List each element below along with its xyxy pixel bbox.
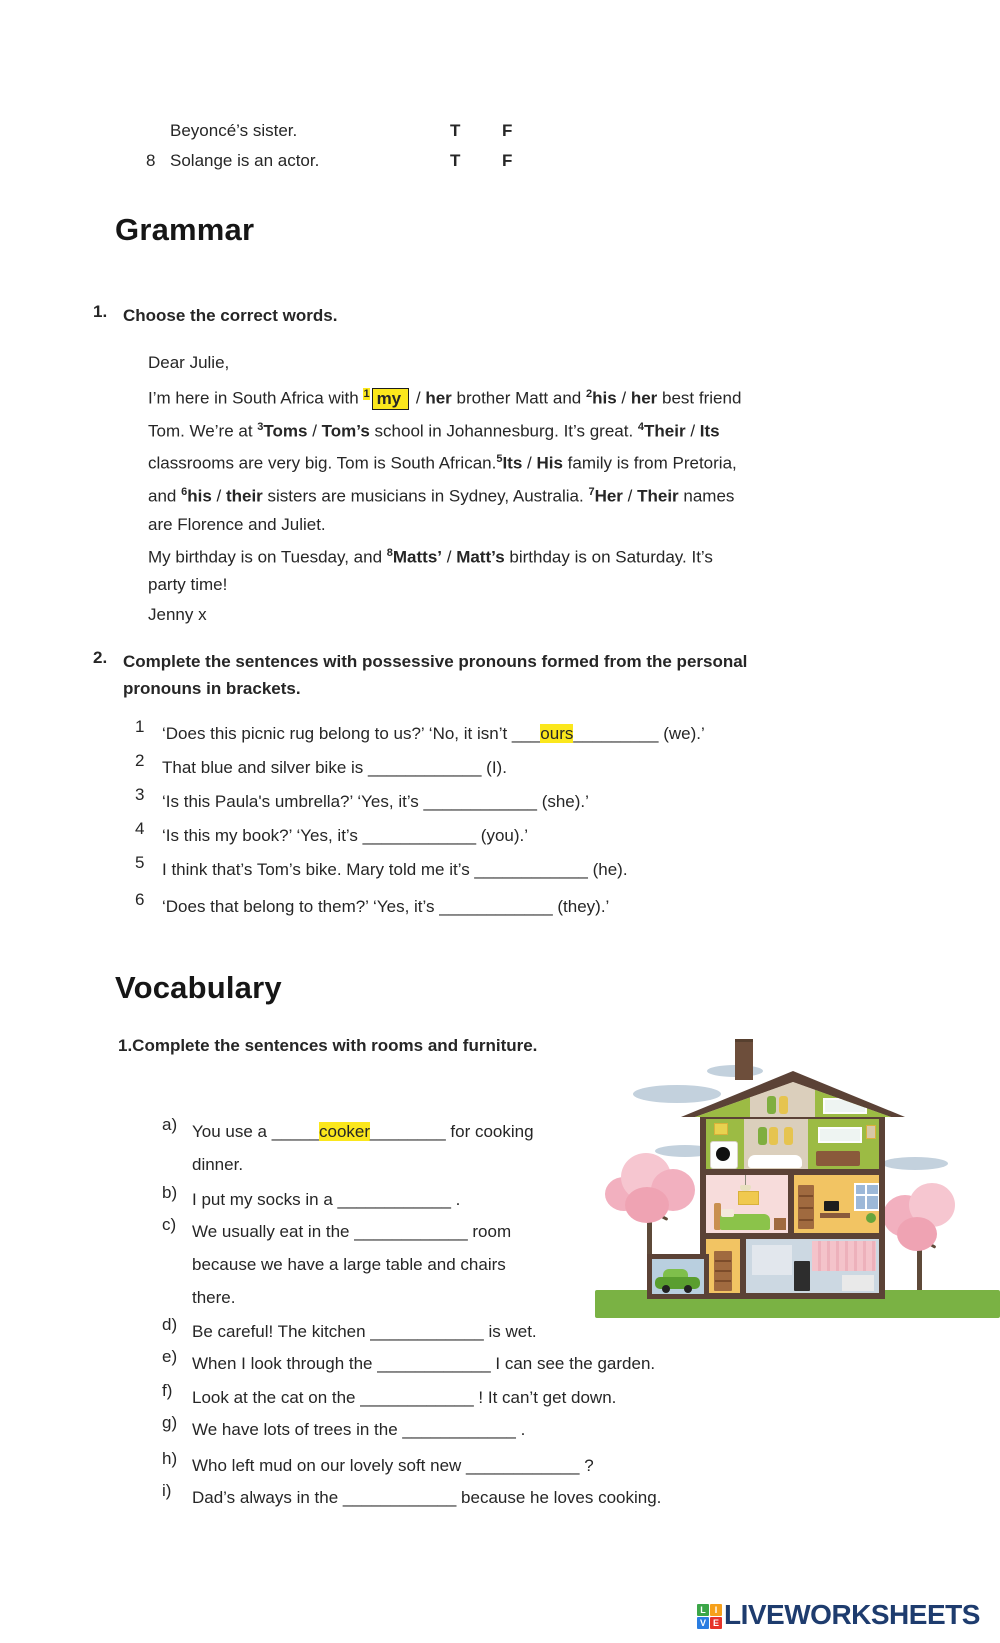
text-line — [148, 413, 818, 446]
pendant-lamp — [745, 1175, 746, 1185]
pillow — [721, 1209, 734, 1217]
text-line — [192, 1381, 616, 1414]
text-segment: ‘Does that belong to them?’ ‘Yes, it’s ____________ (they).’ — [162, 897, 610, 916]
mirror — [818, 1127, 862, 1143]
choice-number: 2 — [585, 388, 593, 400]
towel — [758, 1127, 767, 1145]
text-segment: ________ for cooking — [370, 1122, 534, 1141]
text-segment: / — [442, 547, 457, 567]
choice-word[interactable]: his — [187, 486, 212, 506]
text-line — [148, 445, 818, 478]
true-false-row — [146, 151, 566, 173]
item-text — [192, 1381, 616, 1414]
statement-text: Solange is an actor. — [170, 151, 320, 170]
choice-word[interactable]: Matt’s — [456, 547, 505, 567]
choice-number: 1 — [363, 388, 370, 400]
wall-picture — [714, 1123, 728, 1135]
nightstand — [774, 1218, 786, 1230]
text-segment: That blue and silver bike is ____________ (I). — [162, 758, 507, 777]
attic-interior — [695, 1082, 891, 1117]
wall-chart — [752, 1245, 792, 1275]
text-segment: and — [148, 486, 182, 506]
answer-highlight[interactable]: ours — [540, 724, 574, 743]
choice-number: 4 — [637, 420, 645, 433]
text-line — [148, 380, 818, 413]
text-segment: best friend — [657, 388, 742, 408]
letter-signature: Jenny x — [148, 605, 207, 625]
cloud — [882, 1157, 948, 1170]
item-text — [162, 853, 628, 886]
logo-square-i: I — [710, 1604, 722, 1616]
item-text — [192, 1449, 594, 1482]
item-text — [192, 1215, 511, 1314]
choice-word[interactable]: his — [592, 388, 617, 408]
house-frame — [700, 1113, 885, 1299]
item-number: 8 — [146, 151, 156, 170]
logo-square-e: E — [710, 1617, 722, 1629]
tv-screen — [824, 1201, 839, 1211]
text-segment: Be careful! The kitchen ____________ is wet. — [192, 1322, 537, 1341]
bookshelf — [798, 1185, 814, 1229]
text-line — [162, 819, 528, 852]
text-segment: We usually eat in the ____________ room — [192, 1222, 512, 1241]
shelf-line — [799, 1207, 813, 1209]
item-text — [162, 751, 507, 784]
text-segment: school in Johannesburg. It’s great. — [369, 421, 638, 441]
exercise1-instruction: Choose the correct words. — [123, 306, 338, 325]
tree-foliage — [897, 1217, 937, 1251]
chimney — [735, 1039, 753, 1080]
text-line — [162, 785, 589, 818]
choice-word[interactable]: Toms — [263, 421, 308, 441]
choice-word[interactable]: their — [225, 486, 263, 506]
item-label: d) — [162, 1315, 178, 1334]
text-segment: We have lots of trees in the ____________ . — [192, 1420, 526, 1439]
choice-word[interactable]: Her — [594, 486, 623, 506]
text-segment: ‘Does this picnic rug belong to us?’ ‘No, it isn’t ___ — [162, 724, 541, 743]
text-segment: You use a _____ — [192, 1122, 319, 1141]
choice-word[interactable]: Matts’ — [392, 547, 443, 567]
window — [854, 1183, 879, 1211]
text-segment: When I look through the ____________ I can see the garden. — [192, 1354, 656, 1373]
item-label: c) — [162, 1215, 177, 1234]
shelf-line — [715, 1280, 731, 1282]
text-line — [192, 1449, 594, 1482]
text-line — [148, 478, 818, 511]
item-text — [162, 819, 528, 852]
text-segment: / — [616, 388, 631, 408]
towel — [779, 1096, 788, 1114]
choice-word[interactable]: Tom’s — [321, 421, 370, 441]
item-label: g) — [162, 1413, 178, 1432]
washing-machine — [710, 1141, 738, 1169]
text-segment: are Florence and Juliet. — [148, 514, 326, 534]
text-segment: / — [411, 388, 426, 408]
item-text — [192, 1481, 661, 1514]
towel — [784, 1127, 793, 1145]
text-line — [192, 1183, 460, 1216]
text-line — [192, 1315, 537, 1348]
vocabulary-heading: Vocabulary — [115, 970, 282, 1005]
bathroom — [744, 1119, 808, 1169]
letter-paragraph-2 — [148, 539, 818, 600]
liveworksheets-logo-icon — [697, 1604, 722, 1629]
hallway — [706, 1239, 740, 1293]
logo-square-l: L — [697, 1604, 709, 1616]
true-false-row — [146, 121, 566, 143]
car-wheel — [662, 1285, 670, 1293]
text-segment: Dad’s always in the ____________ because he loves cooking. — [192, 1488, 662, 1507]
item-label: i) — [162, 1481, 172, 1500]
fridge — [794, 1261, 810, 1291]
shelf-line — [715, 1260, 731, 1262]
item-label: b) — [162, 1183, 178, 1202]
instruction-line: Complete the sentences with possessive pronouns formed from the personal — [123, 652, 748, 671]
false-option[interactable]: F — [502, 121, 513, 140]
choice-number: 7 — [588, 485, 595, 498]
shelf-line — [799, 1219, 813, 1221]
text-segment: birthday is on Saturday. It’s — [504, 547, 713, 567]
text-segment: family is from Pretoria, — [562, 453, 737, 473]
study-room — [794, 1175, 879, 1233]
pink-curtain — [812, 1241, 876, 1271]
text-line — [162, 751, 507, 784]
mirror — [823, 1098, 867, 1114]
wall-picture — [866, 1125, 876, 1139]
shelf-line — [715, 1270, 731, 1272]
choice-word[interactable]: Its — [699, 421, 720, 441]
washing-machine-door — [716, 1147, 730, 1161]
text-line — [192, 1115, 534, 1148]
text-segment: / — [622, 486, 638, 506]
text-segment: / — [211, 486, 226, 506]
text-segment: / — [522, 453, 537, 473]
text-segment: names — [678, 486, 735, 506]
item-text — [162, 717, 705, 750]
text-segment: Look at the cat on the ____________ ! It can’t get down. — [192, 1388, 617, 1407]
wall-picture — [738, 1191, 759, 1205]
dresser — [816, 1151, 860, 1166]
cloud — [633, 1085, 721, 1103]
liveworksheets-logo-text[interactable]: LIVEWORKSHEETS — [724, 1599, 980, 1630]
bathtub — [748, 1155, 802, 1168]
item-text — [192, 1183, 460, 1216]
choice-number: 8 — [386, 546, 393, 559]
statement-text: Beyoncé’s sister. — [170, 121, 298, 140]
text-segment: I think that’s Tom’s bike. Mary told me it’s ____________ (he). — [162, 860, 628, 879]
text-segment: I put my socks in a ____________ . — [192, 1190, 461, 1209]
text-segment: sisters are musicians in Sydney, Australia. — [262, 486, 589, 506]
text-line — [162, 717, 705, 750]
text-segment: I’m here in South Africa with — [148, 388, 364, 408]
item-text — [192, 1115, 534, 1181]
false-option[interactable]: F — [502, 151, 513, 170]
text-segment: / — [307, 421, 322, 441]
item-text — [162, 785, 589, 818]
choice-number: 5 — [496, 453, 503, 466]
text-segment: classrooms are very big. Tom is South African. — [148, 453, 497, 473]
text-segment: there. — [192, 1288, 236, 1307]
letter — [148, 349, 818, 629]
text-line — [192, 1148, 534, 1181]
exercise2-instruction — [123, 648, 823, 702]
text-segment: ‘Is this Paula's umbrella?’ ‘Yes, it’s ____________ (she).’ — [162, 792, 589, 811]
item-number: 5 — [135, 853, 145, 872]
text-line — [192, 1215, 511, 1248]
text-segment: My birthday is on Tuesday, and — [148, 547, 387, 567]
item-text — [192, 1315, 537, 1348]
item-label: h) — [162, 1449, 178, 1468]
text-line — [192, 1281, 511, 1314]
text-line — [148, 539, 818, 572]
choice-number: 6 — [181, 485, 188, 498]
letter-salutation: Dear Julie, — [148, 353, 230, 372]
garage-interior — [652, 1259, 704, 1294]
text-line — [192, 1347, 655, 1380]
house-illustration — [595, 1035, 1000, 1325]
vocab-instruction: 1.Complete the sentences with rooms and furniture. — [118, 1036, 538, 1055]
text-segment: / — [685, 421, 700, 441]
towel — [767, 1096, 776, 1114]
item-label: f) — [162, 1381, 173, 1400]
text-line — [148, 571, 818, 599]
garage — [647, 1254, 709, 1299]
text-segment: dinner. — [192, 1155, 244, 1174]
desk — [820, 1213, 850, 1218]
text-line — [192, 1481, 661, 1514]
exercise-number: 2. — [93, 648, 108, 667]
plant — [866, 1213, 876, 1223]
logo-square-v: V — [697, 1617, 709, 1629]
text-line — [162, 853, 628, 886]
choice-number: 3 — [257, 420, 264, 433]
item-text — [162, 890, 609, 923]
tree-foliage — [625, 1187, 669, 1223]
item-number: 4 — [135, 819, 145, 838]
text-segment: party time! — [148, 575, 228, 595]
selected-choice[interactable]: my — [372, 388, 410, 410]
choice-word[interactable]: her — [425, 388, 452, 408]
kitchen — [746, 1239, 879, 1293]
choice-word[interactable]: His — [536, 453, 563, 473]
grammar-heading: Grammar — [115, 212, 255, 247]
text-segment: Tom. We’re at — [148, 421, 258, 441]
choice-word[interactable]: Their — [644, 421, 686, 441]
choice-word[interactable]: Their — [637, 486, 679, 506]
bookshelf — [714, 1251, 732, 1291]
text-segment: because we have a large table and chairs — [192, 1255, 506, 1274]
text-line — [192, 1248, 511, 1281]
laundry-room — [706, 1119, 744, 1169]
text-segment: Who left mud on our lovely soft new ____________ ? — [192, 1456, 594, 1475]
counter — [842, 1275, 874, 1291]
item-text — [192, 1347, 655, 1380]
instruction-line: pronouns in brackets. — [123, 679, 301, 698]
bedroom — [706, 1175, 788, 1233]
item-number: 2 — [135, 751, 145, 770]
item-label: a) — [162, 1115, 178, 1134]
true-option[interactable]: T — [450, 121, 461, 140]
text-line — [162, 890, 609, 923]
letter-paragraph-1 — [148, 380, 818, 539]
choice-word[interactable]: Its — [502, 453, 523, 473]
item-number: 3 — [135, 785, 145, 804]
text-segment: _________ (we).’ — [573, 724, 705, 743]
exercise-number: 1. — [93, 302, 108, 321]
text-line — [192, 1413, 525, 1446]
text-segment: ‘Is this my book?’ ‘Yes, it’s ____________ (you).’ — [162, 826, 529, 845]
car-wheel — [684, 1285, 692, 1293]
towel — [769, 1127, 778, 1145]
vanity-room — [808, 1119, 879, 1169]
true-option[interactable]: T — [450, 151, 461, 170]
text-line — [148, 511, 818, 539]
answer-highlight[interactable]: cooker — [319, 1122, 371, 1141]
text-segment: brother Matt and — [451, 388, 586, 408]
shelf-line — [799, 1195, 813, 1197]
item-text — [192, 1413, 525, 1446]
choice-word[interactable]: her — [630, 388, 658, 408]
item-label: e) — [162, 1347, 178, 1366]
item-number: 6 — [135, 890, 145, 909]
item-number: 1 — [135, 717, 145, 736]
